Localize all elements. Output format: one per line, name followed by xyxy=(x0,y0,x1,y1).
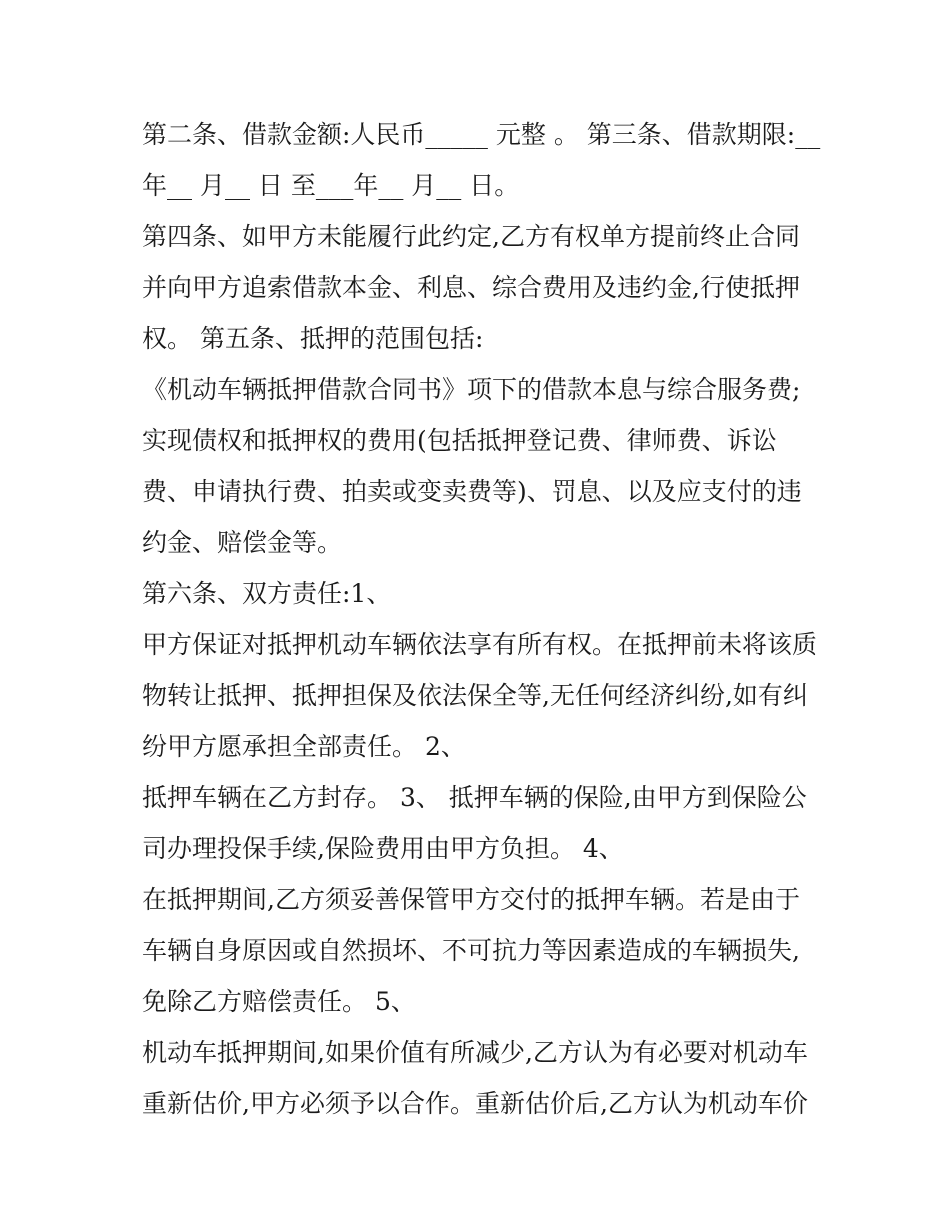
text-line-duty-1-cont: 物转让抵押、抵押担保及依法保全等,无任何经济纠纷,如有纠 xyxy=(142,681,808,710)
text-line-clause-2-3: 第二条、借款金额:人民币_____ 元整 。 第三条、借款期限:__ xyxy=(142,120,821,149)
text-line-duty-3-cont: 司办理投保手续,保险费用由甲方负担。 4、 xyxy=(142,834,624,863)
text-line-scope-1: 《机动车辆抵押借款合同书》项下的借款本息与综合服务费; xyxy=(142,375,801,404)
text-line-scope-2: 实现债权和抵押权的费用(包括抵押登记费、律师费、诉讼 xyxy=(142,426,777,455)
text-line-scope-3: 费、申请执行费、拍卖或变卖费等)、罚息、以及应支付的违 xyxy=(142,477,802,506)
text-line-clause-4: 第四条、如甲方未能履行此约定,乙方有权单方提前终止合同 xyxy=(142,222,800,251)
text-line-duty-5: 机动车抵押期间,如果价值有所减少,乙方认为有必要对机动车 xyxy=(142,1038,808,1067)
text-line-clause-6: 第六条、双方责任:1、 xyxy=(142,579,392,608)
text-line-duty-5-cont: 重新估价,甲方必须予以合作。重新估价后,乙方认为机动车价 xyxy=(142,1089,808,1118)
text-line-scope-4: 约金、赔偿金等。 xyxy=(142,528,343,557)
text-line-loan-period: 年__ 月__ 日 至___年__ 月__ 日。 xyxy=(142,171,520,200)
text-line-clause-5: 权。 第五条、抵押的范围包括: xyxy=(142,324,484,353)
text-line-duty-4-end: 免除乙方赔偿责任。 5、 xyxy=(142,987,416,1016)
document-body xyxy=(142,109,832,1129)
text-line-duty-1-end: 纷甲方愿承担全部责任。 2、 xyxy=(142,732,466,761)
text-line-duty-4-cont: 车辆自身原因或自然损坏、不可抗力等因素造成的车辆损失, xyxy=(142,936,800,965)
text-line-clause-4-cont: 并向甲方追索借款本金、利息、综合费用及违约金,行使抵押 xyxy=(142,273,800,302)
text-line-duty-1: 甲方保证对抵押机动车辆依法享有所有权。在抵押前未将该质 xyxy=(142,630,818,659)
text-line-duty-4: 在抵押期间,乙方须妥善保管甲方交付的抵押车辆。若是由于 xyxy=(142,885,800,914)
text-line-duty-2-3: 抵押车辆在乙方封存。 3、 抵押车辆的保险,由甲方到保险公 xyxy=(142,783,807,812)
